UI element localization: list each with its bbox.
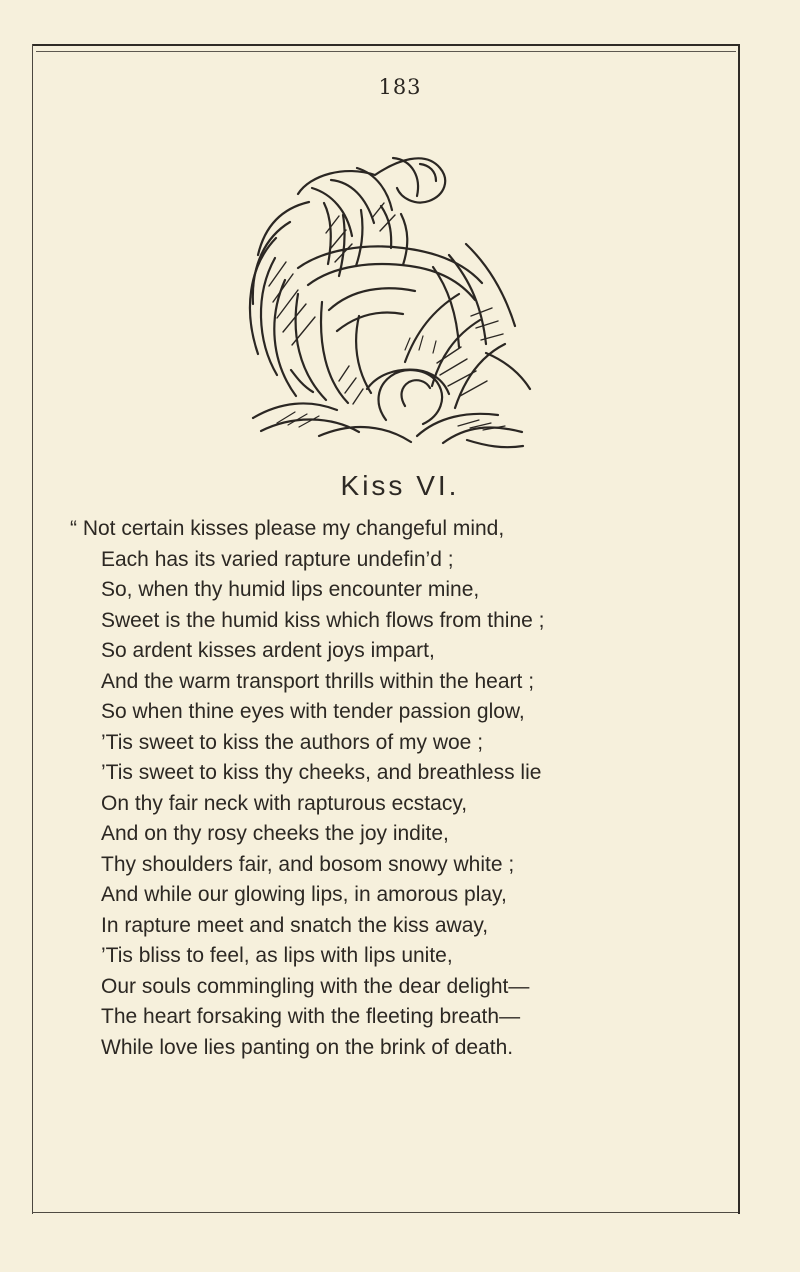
poem-line: On thy fair neck with rapturous ecstacy,: [101, 791, 468, 815]
poem-line: The heart forsaking with the fleeting breath—: [101, 1005, 521, 1028]
floral-headpiece-icon: [235, 140, 535, 450]
poem-line: So ardent kisses ardent joys impart,: [101, 639, 435, 662]
poem-line: Sweet is the humid kiss which flows from thine ;: [101, 608, 545, 632]
poem-line: Thy shoulders fair, and bosom snowy white ;: [101, 852, 515, 876]
poem-line: Each has its varied rapture undefin’d ;: [101, 547, 454, 571]
poem-title: Kiss VI.: [340, 470, 460, 501]
poem-line: So when thine eyes with tender passion glow,: [101, 700, 525, 723]
frame-top-rule: [32, 44, 738, 46]
poem-line: ’Tis bliss to feel, as lips with lips unite,: [101, 944, 453, 967]
frame-bottom-rule: [32, 1212, 738, 1213]
poem-line: And while our glowing lips, in amorous play,: [101, 883, 507, 906]
poem-line: And on thy rosy cheeks the joy indite,: [101, 822, 449, 845]
poem-line: “ Not certain kisses please my changeful mind,: [70, 517, 505, 540]
poem-line: ’Tis sweet to kiss thy cheeks, and breathless lie: [101, 761, 542, 784]
poem-line: ’Tis sweet to kiss the authors of my woe ;: [101, 730, 484, 754]
poem-line: While love lies panting on the brink of death.: [101, 1035, 514, 1059]
frame-top-inner-rule: [36, 51, 736, 52]
poem-line: In rapture meet and snatch the kiss away,: [101, 913, 489, 937]
poem-text: [70, 514, 730, 1063]
poem-line: So, when thy humid lips encounter mine,: [101, 578, 480, 601]
frame-right-rule: [738, 44, 740, 1214]
page-number: 183: [378, 75, 422, 99]
poem-line: Our souls commingling with the dear delight—: [101, 974, 530, 998]
frame-left-rule: [32, 44, 33, 1214]
poem-line: And the warm transport thrills within the heart ;: [101, 669, 535, 693]
